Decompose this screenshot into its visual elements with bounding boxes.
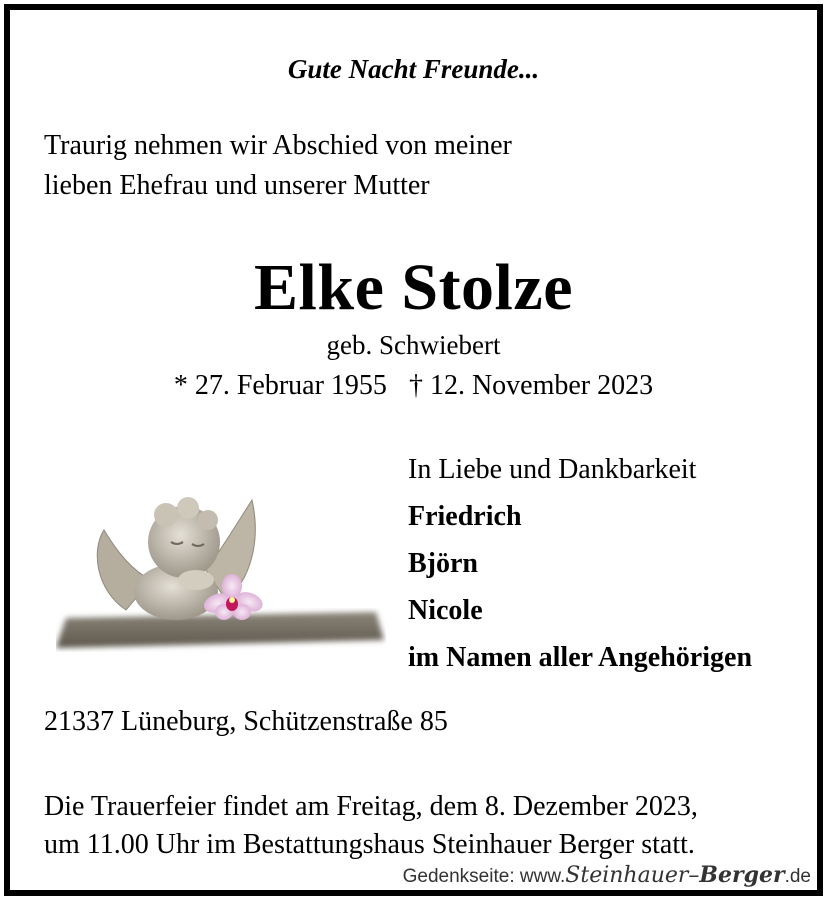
maiden-name: geb. Schwiebert — [326, 330, 501, 360]
service-line: um 11.00 Uhr im Bestattungshaus Steinhauer Berger statt. — [44, 829, 695, 860]
family-closing: im Namen aller Angehörigen — [408, 642, 753, 673]
service-info — [44, 788, 698, 864]
motto: Gute Nacht Freunde... — [287, 54, 540, 84]
family-member: Friedrich — [408, 501, 522, 532]
service-line: Die Trauerfeier findet am Freitag, dem 8. Dezember 2023, — [44, 791, 698, 822]
life-dates — [10, 370, 817, 402]
intro-text — [44, 126, 512, 206]
death-date: † 12. November 2023 — [408, 370, 654, 401]
family-intro: In Liebe und Dankbarkeit — [408, 454, 697, 485]
birth-date: * 27. Februar 1955 — [173, 370, 387, 401]
website-prefix: Gedenkseite: www. — [402, 866, 566, 887]
family-member: Björn — [408, 548, 478, 579]
intro-line: Traurig nehmen wir Abschied von meiner — [44, 130, 512, 161]
memorial-website-link[interactable] — [403, 862, 811, 888]
intro-line: lieben Ehefrau und unserer Mutter — [44, 170, 430, 201]
family-signature — [408, 446, 752, 681]
deceased-name: Elke Stolze — [254, 251, 573, 324]
family-member: Nicole — [408, 595, 483, 626]
website-brand-dash: – — [688, 863, 700, 888]
address: 21337 Lüneburg, Schützenstraße 85 — [44, 706, 448, 737]
website-brand-steinhauer: Steinhauer — [565, 863, 689, 888]
website-brand-berger: Berger — [699, 862, 785, 888]
angel-with-orchid-image — [56, 480, 386, 660]
website-suffix: .de — [784, 866, 811, 887]
obituary-frame — [4, 4, 823, 896]
